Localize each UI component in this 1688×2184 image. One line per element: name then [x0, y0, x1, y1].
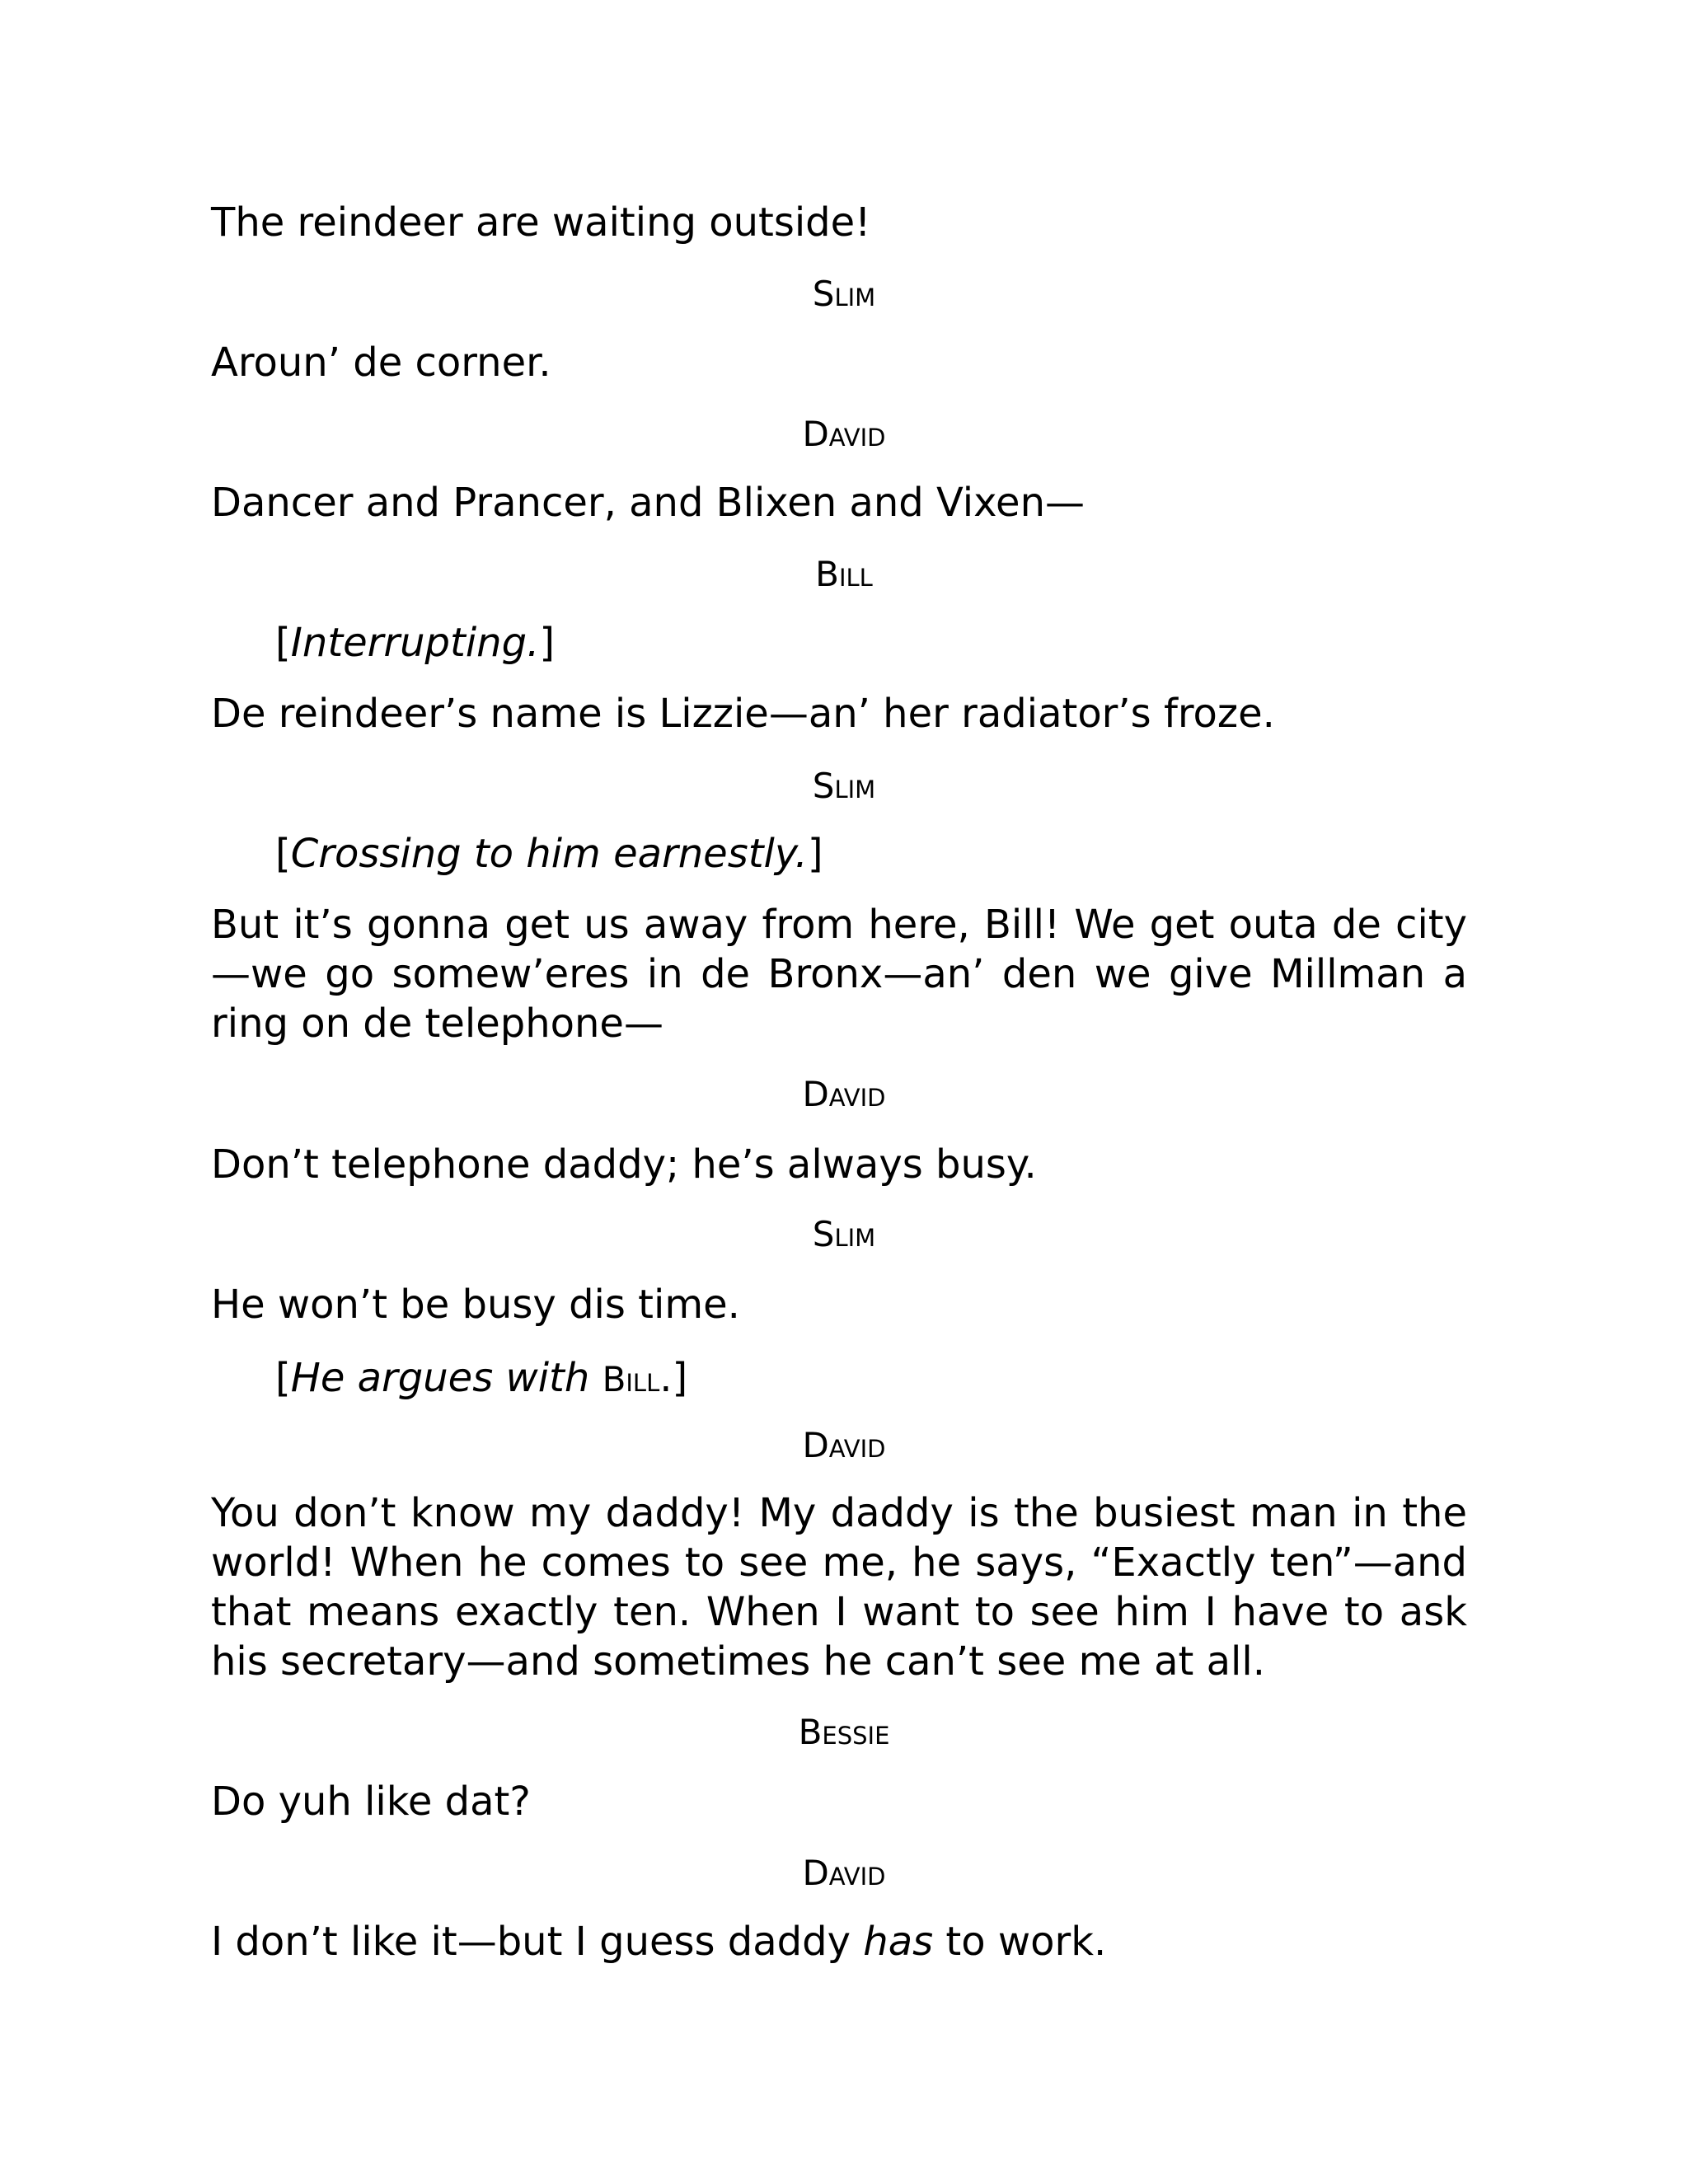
stage-direction: [Interrupting.]	[275, 620, 556, 666]
character-name: Bill	[602, 1359, 660, 1399]
stage-direction-punctuation: .	[659, 1355, 673, 1401]
emphasis-text: has	[863, 1919, 934, 1965]
speaker-name: Bill	[815, 554, 873, 594]
dialogue-paragraph: You don’t know my daddy! My daddy is the busiest man in the world! When he comes to see me, he says, “Exactly ten”—and that means exactly ten. When I want to see him I have to ask his secretary—and sometimes he can’t see me at all.	[211, 1490, 1467, 1685]
speaker-name: David	[802, 1425, 886, 1465]
dialogue-line: De reindeer’s name is Lizzie—an’ her radiator’s froze.	[211, 691, 1275, 737]
speaker-name: David	[802, 1074, 886, 1114]
dialogue-text: I don’t like it—but I guess daddy	[211, 1919, 864, 1965]
speaker-name: Slim	[812, 274, 876, 314]
stage-direction: [He argues with Bill.]	[275, 1355, 688, 1401]
dialogue-line	[211, 1917, 1106, 1966]
stage-direction-text: He argues with	[290, 1355, 590, 1401]
stage-direction-text: Interrupting.	[290, 620, 540, 666]
speaker-name: Slim	[812, 1214, 876, 1254]
dialogue-text: to work.	[933, 1919, 1107, 1965]
dialogue-line: Don’t telephone daddy; he’s always busy.	[211, 1141, 1037, 1188]
speaker-name: Slim	[812, 766, 876, 806]
dialogue-line: Aroun’ de corner.	[211, 340, 551, 386]
stage-direction-text: Crossing to him earnestly.	[290, 831, 808, 877]
dialogue-line: The reindeer are waiting outside!	[211, 199, 871, 246]
speaker-name: David	[802, 414, 886, 454]
dialogue-line: Do yuh like dat?	[211, 1779, 531, 1825]
dialogue-line: He won’t be busy dis time.	[211, 1282, 740, 1328]
speaker-name: Bessie	[798, 1712, 890, 1752]
stage-direction: [Crossing to him earnestly.]	[275, 831, 823, 877]
speaker-name: David	[802, 1853, 886, 1893]
dialogue-line: Dancer and Prancer, and Blixen and Vixen—	[211, 480, 1085, 526]
dialogue-paragraph: But it’s gonna get us away from here, Bill! We get outa de city—we go somew’eres in de Bronx—an’ den we give Millman a ring on de telephone—	[211, 902, 1467, 1047]
